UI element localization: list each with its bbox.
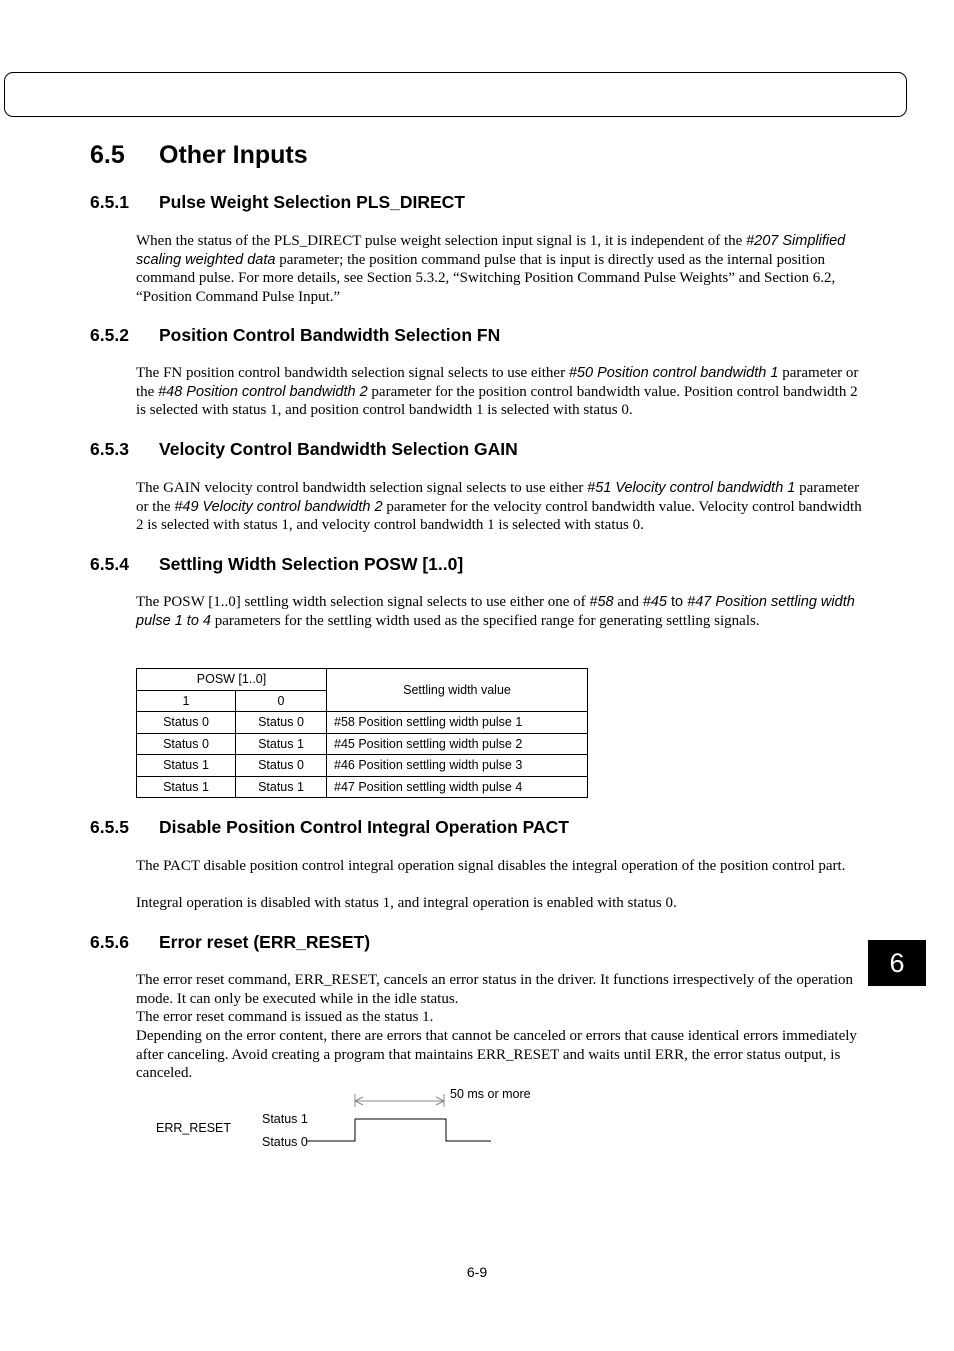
table-cell: #45 Position settling width pulse 2 [327,733,588,755]
subsection-heading-6-5-5 [90,817,569,838]
subsection-title: Settling Width Selection POSW [1..0] [159,554,464,574]
subsection-number: 6.5.2 [90,325,129,345]
status0-label: Status 0 [262,1135,308,1149]
table-cell: #46 Position settling width pulse 3 [327,755,588,777]
text-run: The FN position control bandwidth selection signal selects to use either [136,365,569,381]
arrowhead-left [355,1097,363,1105]
settling-value-header: Settling width value [327,669,588,712]
subsection-heading-6-5-6 [90,932,370,953]
table-row [137,776,588,798]
table-header-row [137,669,588,691]
table-cell: Status 0 [236,712,327,734]
posw-group-header: POSW [1..0] [137,669,327,691]
text-run: The GAIN velocity control bandwidth selection signal selects to use either [136,480,588,496]
text-run: and [613,594,643,610]
paragraph-err-reset-1: The error reset command, ERR_RESET, cancels an error status in the driver. It functions irrespectively of the operation mode. It can only be executed while in the idle status. [136,972,853,1007]
section-heading [90,141,308,170]
table-row [137,712,588,734]
parameter-ref: #47 Position settling width pulse 1 to 4 [136,594,855,629]
table-cell: Status 1 [137,755,236,777]
subsection-number: 6.5.3 [90,439,129,459]
parameter-ref: #51 Velocity control bandwidth 1 [587,480,796,496]
paragraph-pact-1: The PACT disable position control integral operation signal disables the integral operation of the position control part. [136,858,846,874]
text-run: parameter; the position command pulse that is input is directly used as the internal position command pulse. For more details, see Section 5.3.2, “Switching Position Command Pulse Weights” and Section 6.2, “Position Command Pulse Input.” [136,251,836,305]
posw-table [136,668,588,798]
paragraph-err-reset-2: The error reset command is issued as the status 1. [136,1009,434,1025]
section-number: 6.5 [90,141,125,169]
text-run: parameters for the settling width used as the specified range for generating settling signals. [210,612,760,629]
parameter-ref: #50 Position control bandwidth 1 [568,365,779,381]
parameter-ref: #207 Simplified scaling weighted data [136,233,846,268]
duration-label: 50 ms or more [450,1087,531,1101]
paragraph-err-reset-3: Depending on the error content, there are errors that cannot be canceled or errors that cause identical errors immediately after canceling. Avoid creating a program that maintains ERR_RESET and waits until ERR, the error status output, is canceled. [136,1028,857,1081]
subsection-title: Position Control Bandwidth Selection FN [159,325,501,345]
text-run: parameter or the [136,480,860,515]
subsection-title: Disable Position Control Integral Operation PACT [159,817,569,837]
paragraph-pact-2: Integral operation is disabled with status 1, and integral operation is enabled with status 0. [136,895,677,911]
table-cell: Status 0 [137,733,236,755]
table-cell: Status 1 [137,776,236,798]
table-cell: #47 Position settling width pulse 4 [327,776,588,798]
table-row [137,733,588,755]
parameter-ref: #45 [642,594,667,610]
paragraph-fn [136,364,866,420]
table-cell: Status 0 [137,712,236,734]
bit0-header: 0 [236,690,327,712]
subsection-number: 6.5.4 [90,554,129,574]
status1-label: Status 1 [262,1112,308,1126]
parameter-ref: #58 [589,594,614,610]
subsection-heading-6-5-1 [90,192,465,213]
parameter-ref: #48 Position control bandwidth 2 [158,383,368,400]
section-title: Other Inputs [159,141,308,169]
header-frame [4,72,907,117]
paragraph-gain [136,479,866,535]
subsection-heading-6-5-2 [90,325,500,346]
subsection-title: Velocity Control Bandwidth Selection GAIN [159,439,518,459]
subsection-title: Error reset (ERR_RESET) [159,932,371,952]
table-cell: #58 Position settling width pulse 1 [327,712,588,734]
text-run: The POSW [1..0] settling width selection signal selects to use either one of [136,594,590,610]
text-run: parameter for the position control bandwidth value. Position control bandwidth 2 is selected with status 1, and position control bandwidth 1 is selected with status 0. [136,383,858,418]
chapter-tab: 6 [868,940,926,986]
text-run: parameter or the [136,365,859,400]
paragraph-posw [136,593,866,630]
signal-label: ERR_RESET [156,1121,232,1135]
table-cell: Status 0 [236,755,327,777]
text-run: When the status of the PLS_DIRECT pulse weight selection input signal is 1, it is independent of the [136,233,747,249]
text-run: to [666,594,688,610]
subsection-number: 6.5.1 [90,192,129,212]
text-run: parameter for the velocity control bandwidth value. Velocity control bandwidth 2 is selected with status 1, and velocity control bandwidth 1 is selected with status 0. [136,498,862,533]
table-cell: Status 1 [236,733,327,755]
table-cell: Status 1 [236,776,327,798]
page-number: 6-9 [466,1264,488,1280]
subsection-heading-6-5-3 [90,439,518,460]
table-row [137,755,588,777]
subsection-number: 6.5.5 [90,817,129,837]
parameter-ref: #49 Velocity control bandwidth 2 [174,498,383,515]
bit1-header: 1 [137,690,236,712]
arrowhead-right [436,1097,444,1105]
subsection-title: Pulse Weight Selection PLS_DIRECT [159,192,465,212]
subsection-heading-6-5-4 [90,554,463,575]
paragraph-pls-direct [136,232,866,306]
pulse-waveform [306,1119,491,1141]
subsection-number: 6.5.6 [90,932,129,952]
